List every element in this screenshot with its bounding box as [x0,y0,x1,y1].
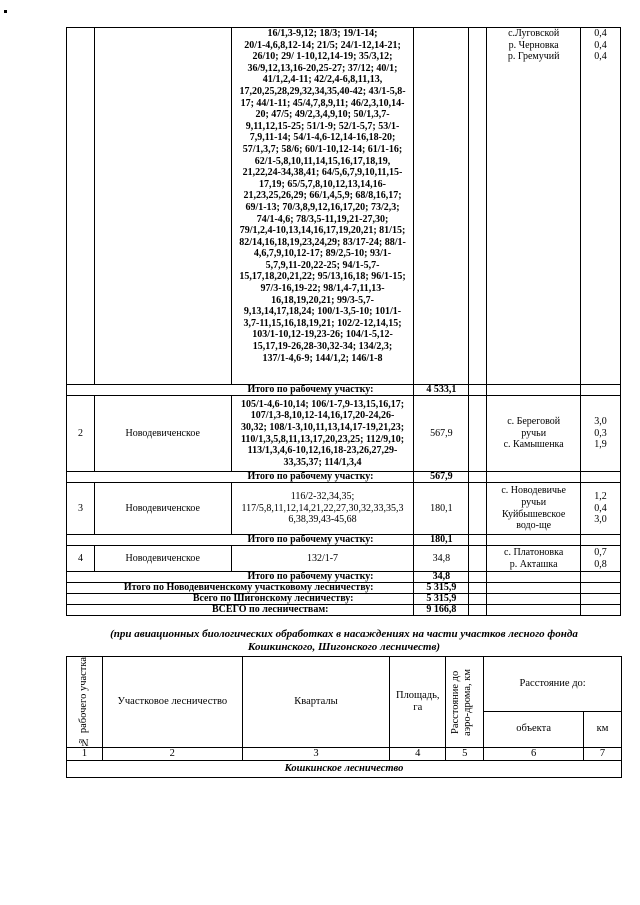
subtotal-row [67,535,621,546]
quarter-line: 41/1,2,4-11; 42/2,4-6,8,11,13, [262,74,383,86]
subtotal-value: 567,9 [414,472,469,483]
scan-mark [4,10,7,13]
quarter-line: 21,22,24-34,38,41; 64/5,6,7,9,10,11,15- [242,167,403,179]
quarter-line: 137/1-4,6-9; 144/1,2; 146/1-8 [262,352,383,364]
area-cell: 34,8 [414,546,469,572]
header-table [66,656,622,778]
quarter-line: 4,6,7,9,10,12-17; 89/2,5-10; 93/1- [253,248,392,260]
header-quarters: Кварталы [242,657,390,748]
subtotal-value: 34,8 [414,572,469,583]
total-value: 5 315,9 [414,594,469,605]
quarter-line: 9,13,14,17,18,24; 100/1-3,5-10; 101/1- [243,306,402,318]
forestry-cell: Новодевиченское [94,546,231,572]
airfield-distance-cell [469,483,487,535]
objects-cell: с. Береговой ручьи с. Камышенка [487,396,581,472]
forestry-cell: Новодевиченское [94,483,231,535]
table-caption: (при авиационных биологических обработках в насаждениях на части участков лесного фонда Кошкинского, Шигонского лесничеств) [110,628,578,653]
quarter-line: 21,23,25,26,29; 66/1,4,5,9; 68/8,16,17; [243,190,402,202]
area-cell: 180,1 [414,483,469,535]
forestry-cell: Новодевиченское [94,396,231,472]
header-forestry: Участковое лесничество [102,657,242,748]
quarter-line: 30,32; 108/1-3,10,11,13,14,17-19,21,23; [240,421,405,433]
quarter-line: 74/1-4,6; 78/3,5-11,19,21-27,30; [256,213,389,225]
header-object: объекта [484,711,584,747]
header-distance-to: Расстояние до: [484,657,622,712]
quarter-line: 107/1,3-8,10,12-14,16,17,20-24,26- [250,410,395,422]
quarter-line: 62/1-5,8,10,11,14,15,16,17,18,19, [254,155,391,167]
subtotal-row [67,472,621,483]
quarter-line: 3,7-11,15,16,18,19,21; 102/2-12,14,15; [243,317,402,329]
header-area: Площадь, га [390,657,446,748]
quarter-line: 36/9,12,13,16-20,25-27; 37/12; 40/1; [247,62,398,74]
quarter-line: 103/1-10,12-19,23-26; 104/1-5,12- [252,329,393,341]
subtotal-label: Итого по рабочему участку: [67,535,414,546]
quarter-line: 105/1-4,6-10,14; 106/1-7,9-13,15,16,17; [240,398,405,410]
quarter-line: 117/5,8,11,12,14,21,22,27,30,32,33,35,3 [241,502,404,514]
plot-number-cell [67,28,95,385]
total-row [67,583,621,594]
quarter-line: 26/10; 29/ 1-10,12,14-19; 35/3,12; [252,51,393,63]
header-airfield-distance: Расстояние до аэро-дрома, км [446,657,484,748]
quarter-line: 113/1,3,4,6-10,12,16,18-23,26,27,29- [247,445,398,457]
quarter-line: 82/14,16,18,19,23,24,29; 83/17-24; 88/1- [239,236,406,248]
subtotal-value: 180,1 [414,535,469,546]
grand-total-value: 9 166,8 [414,605,469,616]
quarters-cell: 132/1-7 [231,546,414,572]
subtotal-row [67,572,621,583]
airfield-distance-cell [469,28,487,385]
quarters-cell [231,28,414,385]
total-row [67,594,621,605]
km-cell: 0,4 0,4 0,4 [581,28,621,385]
quarter-line: 116/2-32,34,35; [290,491,355,503]
quarter-line: 15,17,19-26,28-30,32-34; 134/2,3; [252,341,393,353]
km-cell: 3,0 0,3 1,9 [581,396,621,472]
plot-number-cell: 4 [67,546,95,572]
forestry-cell [94,28,231,385]
header-plot-number: № рабочего участка [67,657,103,748]
quarter-line: 110/1,3,5,8,11,13,17,20,23,25; 112/9,10; [240,433,405,445]
quarter-line: 17; 44/1-11; 45/4,7,8,9,11; 46/2,3,10,14- [240,97,405,109]
subtotal-value: 4 533,1 [414,385,469,396]
quarter-line: 9,11,12,15-25; 51/1-9; 52/1-5,7; 53/1- [245,120,400,132]
objects-cell: с. Платоновка р. Акташка [487,546,581,572]
quarter-line: 17,20,25,28,29,32,34,35,40-42; 43/1-5,8- [239,85,406,97]
quarter-line: 7,9,11-14; 54/1-4,6-12,14-16,18-20; [249,132,396,144]
table-row [67,546,621,572]
plot-number-cell: 3 [67,483,95,535]
table-row [67,28,621,385]
total-row [67,605,621,616]
quarter-line: 69/1-13; 70/3,8,9,12,16,17,20; 73/2,3; [245,201,400,213]
subtotal-label: Итого по рабочему участку: [67,385,414,396]
total-label: Итого по Новодевиченскому участковому лесничеству: [67,583,414,594]
airfield-distance-cell [469,546,487,572]
quarter-line: 6,38,39,43-45,68 [288,514,357,526]
quarter-line: 16/1,3-9,12; 18/3; 19/1-14; [267,28,378,39]
area-cell [414,28,469,385]
quarters-cell [231,396,414,472]
quarter-line: 79/1,2,4-10,13,14,16,17,19,20,21; 81/15; [239,225,406,237]
objects-cell: с.Луговской р. Черновка р. Гремучий [487,28,581,385]
column-numbers-row: 1 2 3 4 5 6 7 [67,747,622,760]
total-label: Всего по Шигонскому лесничеству: [67,594,414,605]
quarter-line: 15,17,18,20,21,22; 95/13,16,18; 96/1-15; [239,271,406,283]
section-title: Кошкинское лесничество [67,760,622,777]
plot-number-cell: 2 [67,396,95,472]
quarter-line: 20; 47/5; 49/2,3,4,9,10; 50/1,3,7- [255,109,390,121]
km-cell: 0,7 0,8 [581,546,621,572]
subtotal-label: Итого по рабочему участку: [67,572,414,583]
subtotal-label: Итого по рабочему участку: [67,472,414,483]
table-row [67,396,621,472]
forest-plots-table [66,27,621,616]
subtotal-row [67,385,621,396]
table-row [67,483,621,535]
airfield-distance-cell [469,396,487,472]
area-cell: 567,9 [414,396,469,472]
quarter-line: 57/1,3,7; 58/6; 60/1-10,12-14; 61/1-16; [242,143,403,155]
quarter-line: 17,19; 65/5,7,8,10,12,13,14,16- [259,178,386,190]
grand-total-label: ВСЕГО по лесничествам: [67,605,414,616]
quarter-line: 5,7,9,11-20,22-25; 94/1-5,7- [265,259,380,271]
quarter-line: 16,18,19,20,21; 99/3-5,7- [271,294,374,306]
header-km: км [584,711,622,747]
total-value: 5 315,9 [414,583,469,594]
objects-cell: с. Новодевичье ручьи Куйбышевское водо-ще [487,483,581,535]
quarter-line: 20/1-4,6,8,12-14; 21/5; 24/1-12,14-21; [244,39,401,51]
km-cell: 1,2 0,4 3,0 [581,483,621,535]
quarter-line: 97/3-16,19-22; 98/1,4-7,11,13- [260,283,385,295]
quarter-line: 33,35,37; 114/1,3,4 [283,456,362,468]
quarters-cell [231,483,414,535]
